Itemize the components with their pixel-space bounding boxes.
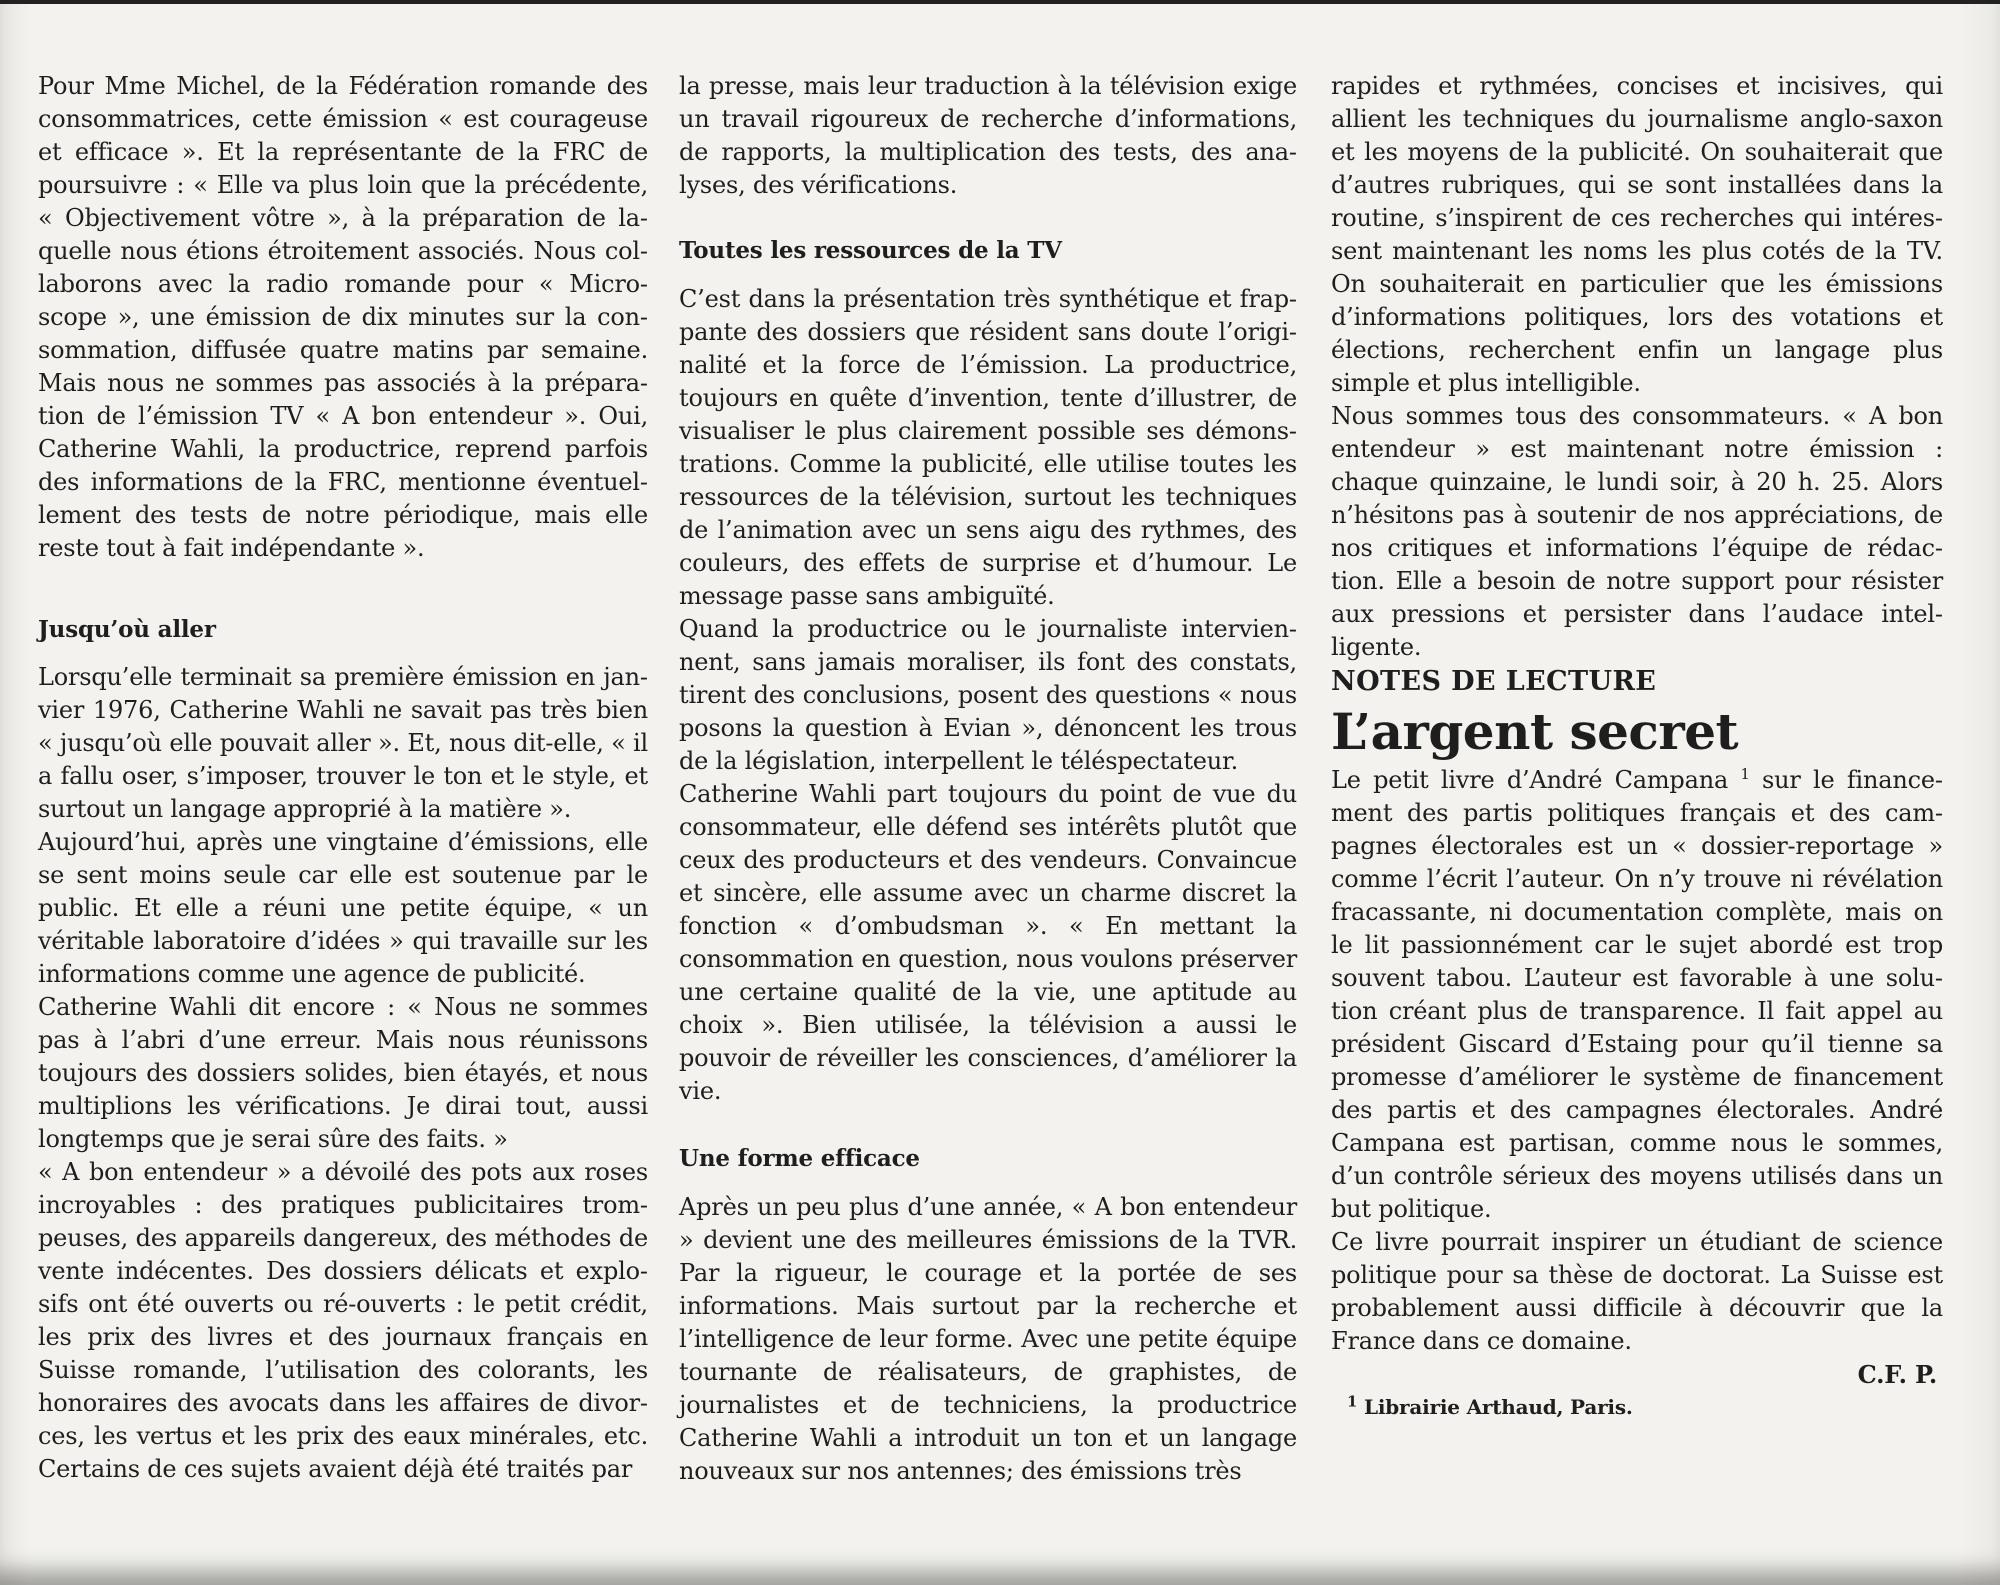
paragraph: Catherine Wahli part toujours du point de vue du consommateur, elle défend ses intérêts plutôt que ceux des producteurs et des vendeurs. Convaincue et sincère, elle assume avec un charme discret la fonction « d’ombudsman ». « En mettant la consommation en question, nous voulons préserver une certaine qualité de la vie, une aptitude au choix ». Bien utilisée, la télévision a aussi le pouvoir de réveiller les consciences, d’améliorer la vie. bbox=[679, 780, 1297, 1105]
paragraph: rapides et rythmées, concises et incisives, qui allient les techniques du journalisme anglo-saxon et les moyens de la publicité. On souhaiterait que d’autres rubriques, qui se sont installées dans la routine, s’inspirent de ces recherches qui intéressent maintenant les noms les plus cotés de la TV. On souhaiterait en particulier que les émissions d’informations politiques, lors des votations et élections, recherchent enfin un langage plus simple et plus intelligible. bbox=[1331, 72, 1943, 397]
author-signature: C.F. P. bbox=[1857, 1360, 1937, 1389]
article-title: L’argent secret bbox=[1331, 702, 1739, 761]
paragraph: Après un peu plus d’une année, « A bon entendeur » devient une des meilleures émissions de la TVR. Par la rigueur, le courage et la portée de ses informations. Mais surtout par la recherche et l’intelligence de leur forme. Avec une petite équipe tournante de réalisateurs, de graphistes, de journalistes et de techniciens, la productrice Catherine Wahli a introduit un ton et un langage nouveaux sur nos antennes; des émissions très bbox=[679, 1193, 1297, 1485]
text-column-2 bbox=[679, 70, 1297, 1488]
footnote-text: Librairie Arthaud, Paris. bbox=[1357, 1395, 1633, 1419]
paragraph-text: sur le financement des partis politiques français et des campagnes électorales est un « dossier-reportage » comme l’écrit l’auteur. On n’y trouve ni révélation fracassante, ni documentation complète, mais on le lit passionnément car le sujet abordé est trop souvent tabou. L’auteur est favorable à une solution créant plus de transparence. Il fait appel au président Giscard d’Estaing pour qu’il tienne sa promesse d’améliorer le système de financement des partis et des campagnes électorales. André Campana est partisan, comme nous le sommes, d’un contrôle sérieux des moyens utilisés dans un but politique. bbox=[1331, 766, 1943, 1223]
paragraph bbox=[1331, 764, 1943, 1226]
subheading-ressources-tv: Toutes les ressources de la TV bbox=[679, 237, 1062, 264]
paragraph: C’est dans la présentation très synthétique et frappante des dossiers que résident sans doute l’originalité et la force de l’émission. La productrice, toujours en quête d’invention, tente d’illustrer, de visualiser le plus clairement possible ses démonstrations. Comme la publicité, elle utilise toutes les ressources de la télévision, surtout les techniques de l’animation avec un sens aigu des rythmes, des couleurs, des effets de surprise et d’humour. Le message passe sans ambiguïté. bbox=[679, 285, 1297, 610]
paragraph-text: Le petit livre d’André Campana bbox=[1331, 766, 1729, 794]
paragraph: Nous sommes tous des consommateurs. « A bon entendeur » est maintenant notre émission : chaque quinzaine, le lundi soir, à 20 h. 25. Alors n’hésitons pas à soutenir de nos appréciations, de nos critiques et informations l’équipe de rédaction. Elle a besoin de notre support pour résister aux pressions et persister dans l’audace intelligente. bbox=[1331, 402, 1943, 661]
text-column-1 bbox=[38, 70, 648, 1486]
paragraph: Lorsqu’elle terminait sa première émission en janvier 1976, Catherine Wahli ne savait pas très bien « jusqu’où elle pouvait aller ». Et, nous dit-elle, « il a fallu oser, s’imposer, trouver le ton et le style, et surtout un langage approprié à la matière ». bbox=[38, 663, 648, 823]
paragraph: Quand la productrice ou le journaliste interviennent, sans jamais moraliser, ils font des constats, tirent des conclusions, posent des questions « nous posons la question à Evian », dénoncent les trous de la législation, interpellent le téléspectateur. bbox=[679, 615, 1297, 775]
paragraph: Aujourd’hui, après une vingtaine d’émissions, elle se sent moins seule car elle est soutenue par le public. Et elle a réuni une petite équipe, « un véritable laboratoire d’idées » qui travaille sur les informations comme une agence de publicité. bbox=[38, 828, 648, 988]
paragraph: Ce livre pourrait inspirer un étudiant de science politique pour sa thèse de doctorat. La Suisse est probablement aussi difficile à découvrir que la France dans ce domaine. bbox=[1331, 1228, 1943, 1355]
paragraph: Pour Mme Michel, de la Fédération romande des consommatrices, cette émission « est courageuse et efficace ». Et la représentante de la FRC de poursuivre : « Elle va plus loin que la précédente, « Objectivement vôtre », à la préparation de laquelle nous étions étroitement associés. Nous collaborons avec la radio romande pour « Microscope », une émission de dix minutes sur la consommation, diffusée quatre matins par semaine. Mais nous ne sommes pas associés à la préparation de l’émission TV « A bon entendeur ». Oui, Catherine Wahli, la productrice, reprend parfois des informations de la FRC, mentionne éventuellement des tests de notre périodique, mais elle reste tout à fait indépendante ». bbox=[38, 72, 648, 562]
section-label: NOTES DE LECTURE bbox=[1331, 666, 1657, 697]
paragraph: la presse, mais leur traduction à la télévision exige un travail rigoureux de recherche d’informations, de rapports, la multiplication des tests, des analyses, des vérifications. bbox=[679, 72, 1297, 199]
text-column-3 bbox=[1331, 70, 1943, 1424]
footnote-number: 1 bbox=[1347, 1392, 1358, 1411]
footnote-marker: 1 bbox=[1740, 765, 1750, 783]
paragraph: Catherine Wahli dit encore : « Nous ne sommes pas à l’abri d’une erreur. Mais nous réunissons toujours des dossiers solides, bien étayés, et nous multiplions les vérifications. Je dirai tout, aussi longtemps que je serai sûre des faits. » bbox=[38, 993, 648, 1153]
subheading-jusquou-aller: Jusqu’où aller bbox=[38, 616, 216, 643]
footnote bbox=[1331, 1391, 1943, 1424]
subheading-forme-efficace: Une forme efficace bbox=[679, 1145, 920, 1172]
paragraph: « A bon entendeur » a dévoilé des pots aux roses incroyables : des pratiques publicitaires trompeuses, des appareils dangereux, des méthodes de vente indécentes. Des dossiers délicats et explosifs ont été ouverts ou ré-ouverts : le petit crédit, les prix des livres et des journaux français en Suisse romande, l’utilisation des colorants, les honoraires des avocats dans les affaires de divorces, les vertus et les prix des eaux minérales, etc. Certains de ces sujets avaient déjà été traités par bbox=[38, 1158, 648, 1483]
